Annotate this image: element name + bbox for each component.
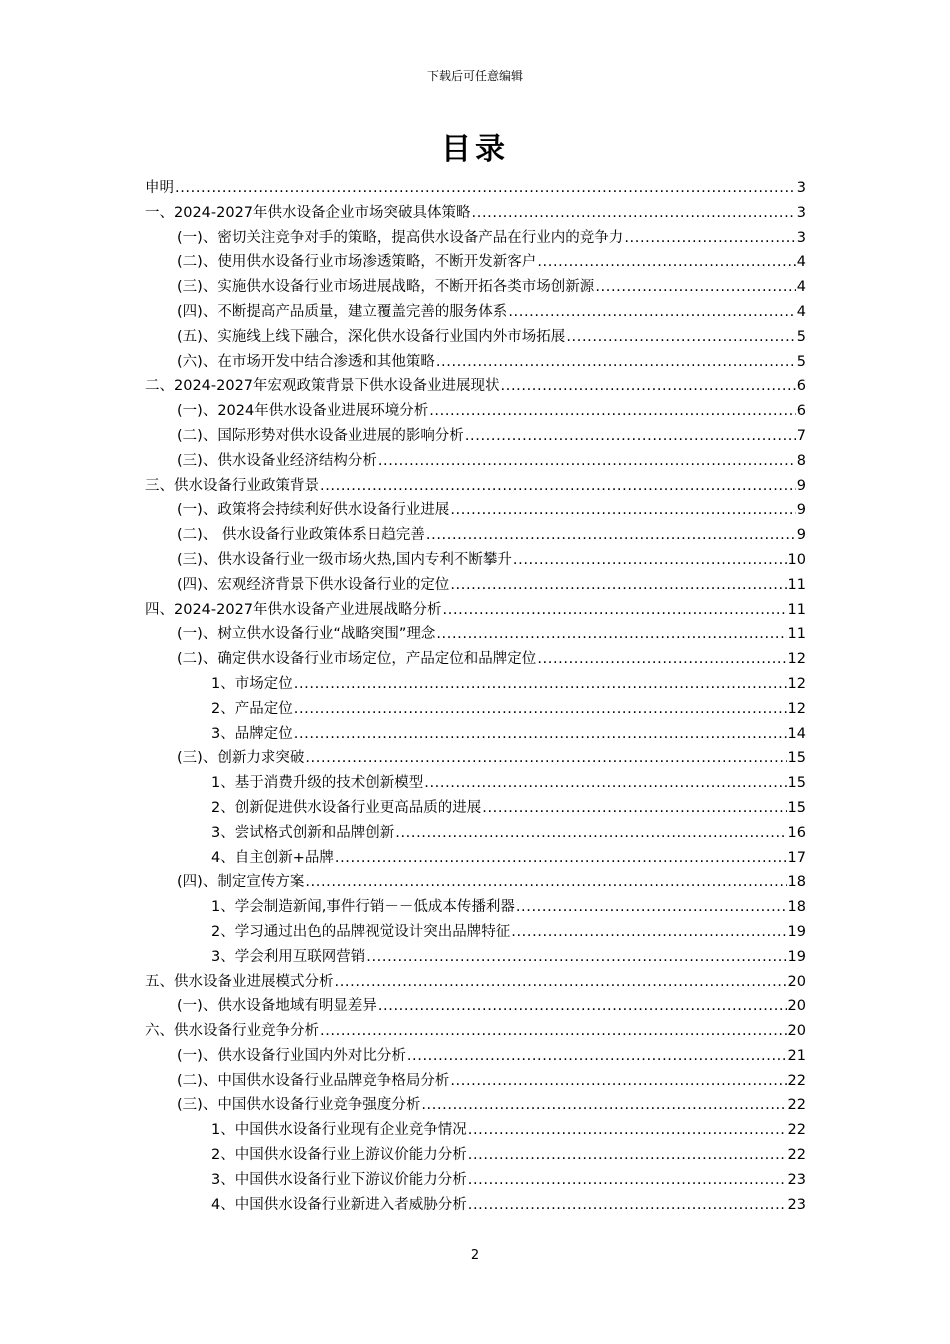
toc-entry-page: 12: [787, 675, 806, 692]
toc-dot-leader: [537, 647, 786, 672]
toc-entry-text: 4、中国供水设备行业新进入者威胁分析: [211, 1196, 467, 1213]
toc-entry-text: (四)、不断提高产品质量，建立覆盖完善的服务体系: [177, 303, 508, 320]
toc-entry[interactable]: [145, 226, 806, 251]
toc-entry-text: (一)、2024年供水设备业进展环境分析: [177, 403, 429, 420]
toc-entry-text: (四)、宏观经济背景下供水设备行业的定位: [177, 576, 450, 593]
toc-entry[interactable]: [145, 1069, 806, 1094]
toc-entry-page: 20: [787, 1023, 806, 1040]
toc-entry-page: 6: [796, 378, 806, 395]
toc-entry[interactable]: [145, 548, 806, 573]
page-header: 下载后可任意编辑: [426, 69, 523, 83]
toc-entry-page: 23: [787, 1171, 806, 1188]
toc-entry[interactable]: [145, 622, 806, 647]
toc-dot-leader: [378, 449, 796, 474]
toc-entry-text: 4、自主创新+品牌: [211, 849, 334, 866]
toc-entry[interactable]: [145, 424, 806, 449]
toc-entry-text: 3、尝试格式创新和品牌创新: [211, 824, 395, 841]
toc-entry[interactable]: [145, 1193, 806, 1218]
toc-dot-leader: [426, 523, 796, 548]
toc-entry-text: 3、中国供水设备行业下游议价能力分析: [211, 1171, 467, 1188]
toc-entry[interactable]: [145, 1118, 806, 1143]
toc-entry[interactable]: [145, 846, 806, 871]
toc-entry-page: 4: [796, 279, 806, 296]
toc-dot-leader: [450, 498, 795, 523]
toc-entry-page: 16: [787, 824, 806, 841]
toc-entry-text: 四、2024-2027年供水设备产业进展战略分析: [145, 601, 442, 618]
toc-entry-page: 18: [787, 874, 806, 891]
toc-entry-text: (一)、树立供水设备行业“战略突围”理念: [177, 626, 436, 643]
toc-entry-text: (二)、确定供水设备行业市场定位，产品定位和品牌定位: [177, 651, 537, 668]
toc-entry[interactable]: [145, 374, 806, 399]
toc-entry-page: 20: [787, 998, 806, 1015]
toc-entry-text: 二、2024-2027年宏观政策背景下供水设备业进展现状: [145, 378, 500, 395]
toc-dot-leader: [366, 945, 786, 970]
toc-entry-text: (一)、政策将会持续利好供水设备行业进展: [177, 502, 450, 519]
toc-entry[interactable]: [145, 573, 806, 598]
toc-entry[interactable]: [145, 523, 806, 548]
toc-entry-text: (二)、使用供水设备行业市场渗透策略，不断开发新客户: [177, 254, 537, 271]
toc-dot-leader: [335, 970, 787, 995]
toc-entry[interactable]: [145, 1093, 806, 1118]
toc-dot-leader: [305, 746, 786, 771]
toc-dot-leader: [436, 622, 786, 647]
toc-entry[interactable]: [145, 647, 806, 672]
toc-entry-text: (三)、供水设备行业一级市场火热,国内专利不断攀升: [177, 551, 512, 568]
toc-dot-leader: [482, 796, 786, 821]
toc-dot-leader: [566, 325, 795, 350]
toc-entry-page: 22: [787, 1072, 806, 1089]
toc-dot-leader: [508, 300, 795, 325]
toc-entry-page: 8: [796, 452, 806, 469]
toc-dot-leader: [516, 895, 787, 920]
page-number: 2: [470, 1248, 480, 1263]
toc-entry-page: 20: [787, 973, 806, 990]
toc-entry-text: 申明: [145, 180, 174, 196]
toc-entry-text: 3、品牌定位: [211, 725, 293, 742]
toc-entry[interactable]: [145, 821, 806, 846]
toc-entry[interactable]: [145, 275, 806, 300]
toc-entry-page: 15: [787, 775, 806, 792]
toc-entry-page: 15: [787, 750, 806, 767]
toc-entry-page: 3: [796, 204, 806, 221]
toc-entry[interactable]: [145, 870, 806, 895]
toc-entry-text: (一)、密切关注竞争对手的策略，提高供水设备产品在行业内的竞争力: [177, 229, 624, 246]
toc-entry-page: 3: [796, 229, 806, 246]
toc-entry[interactable]: [145, 1168, 806, 1193]
toc-entry[interactable]: [145, 920, 806, 945]
toc-entry[interactable]: [145, 945, 806, 970]
toc-entry-page: 5: [796, 353, 806, 370]
toc-entry-page: 18: [787, 899, 806, 916]
toc-entry[interactable]: [145, 697, 806, 722]
toc-dot-leader: [595, 275, 795, 300]
toc-entry-text: 2、创新促进供水设备行业更高品质的进展: [211, 799, 482, 816]
toc-entry[interactable]: [145, 796, 806, 821]
toc-entry-page: 10: [787, 551, 806, 568]
toc-entry-page: 5: [796, 328, 806, 345]
toc-entry-page: 7: [796, 427, 806, 444]
toc-dot-leader: [468, 1193, 787, 1218]
toc-entry-page: 9: [796, 477, 806, 494]
toc-dot-leader: [436, 350, 796, 375]
toc-entry-text: (二)、 供水设备行业政策体系日趋完善: [177, 527, 425, 544]
toc-dot-leader: [395, 821, 786, 846]
toc-entry-text: 五、供水设备业进展模式分析: [145, 973, 334, 990]
toc-dot-leader: [537, 250, 795, 275]
toc-dot-leader: [320, 1019, 787, 1044]
toc-dot-leader: [443, 598, 787, 623]
toc-entry-text: (三)、创新力求突破: [177, 750, 305, 767]
toc-dot-leader: [468, 1168, 787, 1193]
toc-entry[interactable]: [145, 994, 806, 1019]
toc-entry-text: 三、供水设备行业政策背景: [145, 477, 319, 494]
toc-title: 目录: [441, 132, 509, 167]
toc-dot-leader: [624, 226, 795, 251]
toc-entry[interactable]: [145, 201, 806, 226]
toc-entry-page: 19: [787, 923, 806, 940]
toc-dot-leader: [429, 399, 796, 424]
toc-dot-leader: [513, 548, 787, 573]
toc-entry-page: 6: [796, 403, 806, 420]
toc-entry-page: 11: [787, 576, 806, 593]
toc-dot-leader: [468, 1143, 787, 1168]
toc-entry-page: 15: [787, 799, 806, 816]
toc-entry[interactable]: [145, 895, 806, 920]
toc-dot-leader: [305, 870, 786, 895]
toc-entry-text: (二)、国际形势对供水设备业进展的影响分析: [177, 427, 464, 444]
toc-entry[interactable]: [145, 1143, 806, 1168]
toc-dot-leader: [421, 1093, 786, 1118]
toc-entry[interactable]: [145, 300, 806, 325]
toc-entry-page: 14: [787, 725, 806, 742]
toc-dot-leader: [294, 697, 787, 722]
toc-dot-leader: [424, 771, 786, 796]
toc-dot-leader: [294, 672, 787, 697]
toc-entry[interactable]: [145, 449, 806, 474]
toc-entry-page: 3: [796, 180, 806, 196]
toc-dot-leader: [378, 994, 787, 1019]
toc-entry-text: 1、基于消费升级的技术创新模型: [211, 775, 424, 792]
toc-dot-leader: [501, 374, 796, 399]
toc-entry[interactable]: [145, 250, 806, 275]
toc-entry-text: (四)、制定宣传方案: [177, 874, 305, 891]
toc-entry-page: 21: [787, 1047, 806, 1064]
toc-entry[interactable]: [145, 399, 806, 424]
toc-entry-text: (三)、中国供水设备行业竞争强度分析: [177, 1097, 421, 1114]
toc-entry-text: (三)、供水设备业经济结构分析: [177, 452, 377, 469]
toc-entry-text: (一)、供水设备行业国内外对比分析: [177, 1047, 406, 1064]
toc-entry[interactable]: [145, 474, 806, 499]
toc-dot-leader: [320, 474, 796, 499]
toc-entry[interactable]: [145, 498, 806, 523]
toc-entry[interactable]: [145, 1044, 806, 1069]
toc-entry-text: (三)、实施供水设备行业市场进展战略，不断开拓各类市场创新源: [177, 279, 595, 296]
toc-entry-text: (六)、在市场开发中结合渗透和其他策略: [177, 353, 435, 370]
toc-entry[interactable]: [145, 598, 806, 623]
toc-entry[interactable]: [145, 970, 806, 995]
toc-entry-text: 2、产品定位: [211, 700, 293, 717]
toc-entry-text: (二)、中国供水设备行业品牌竞争格局分析: [177, 1072, 450, 1089]
toc-entry[interactable]: [145, 746, 806, 771]
toc-entry-text: 1、中国供水设备行业现有企业竞争情况: [211, 1122, 467, 1139]
toc-entry[interactable]: [145, 176, 806, 201]
toc-dot-leader: [294, 722, 787, 747]
toc-entry-text: 3、学会利用互联网营销: [211, 948, 366, 965]
toc-dot-leader: [465, 424, 796, 449]
toc-dot-leader: [335, 846, 787, 871]
toc-entry-page: 9: [796, 502, 806, 519]
toc-dot-leader: [450, 1069, 786, 1094]
toc-entry-page: 23: [787, 1196, 806, 1213]
toc-entry-text: (五)、实施线上线下融合，深化供水设备行业国内外市场拓展: [177, 328, 566, 345]
toc-entry-page: 12: [787, 700, 806, 717]
toc-entry-page: 11: [787, 626, 806, 643]
toc-entry-page: 12: [787, 651, 806, 668]
toc-entry-page: 11: [787, 601, 806, 618]
toc-entry[interactable]: [145, 1019, 806, 1044]
toc-entry-page: 9: [796, 527, 806, 544]
toc-entry-page: 22: [787, 1147, 806, 1164]
toc-entry-text: 一、2024-2027年供水设备企业市场突破具体策略: [145, 204, 471, 221]
toc-dot-leader: [472, 201, 796, 226]
toc-entry-text: 六、供水设备行业竞争分析: [145, 1023, 319, 1040]
toc-dot-leader: [175, 176, 796, 201]
table-of-contents: [145, 176, 806, 1217]
toc-dot-leader: [468, 1118, 787, 1143]
toc-entry[interactable]: [145, 722, 806, 747]
toc-entry-text: 2、学习通过出色的品牌视觉设计突出品牌特征: [211, 923, 511, 940]
toc-entry-page: 4: [796, 303, 806, 320]
toc-entry-text: 2、中国供水设备行业上游议价能力分析: [211, 1147, 467, 1164]
toc-entry-page: 22: [787, 1097, 806, 1114]
toc-dot-leader: [511, 920, 786, 945]
toc-dot-leader: [450, 573, 786, 598]
toc-entry-page: 22: [787, 1122, 806, 1139]
toc-entry[interactable]: [145, 325, 806, 350]
toc-entry[interactable]: [145, 771, 806, 796]
toc-entry[interactable]: [145, 672, 806, 697]
toc-entry-page: 17: [787, 849, 806, 866]
toc-entry-text: 1、学会制造新闻,事件行销－－低成本传播利器: [211, 899, 515, 916]
toc-entry-text: (一)、供水设备地域有明显差异: [177, 998, 377, 1015]
toc-dot-leader: [407, 1044, 787, 1069]
toc-entry-page: 4: [796, 254, 806, 271]
toc-entry-text: 1、市场定位: [211, 675, 293, 692]
toc-entry[interactable]: [145, 350, 806, 375]
toc-entry-page: 19: [787, 948, 806, 965]
